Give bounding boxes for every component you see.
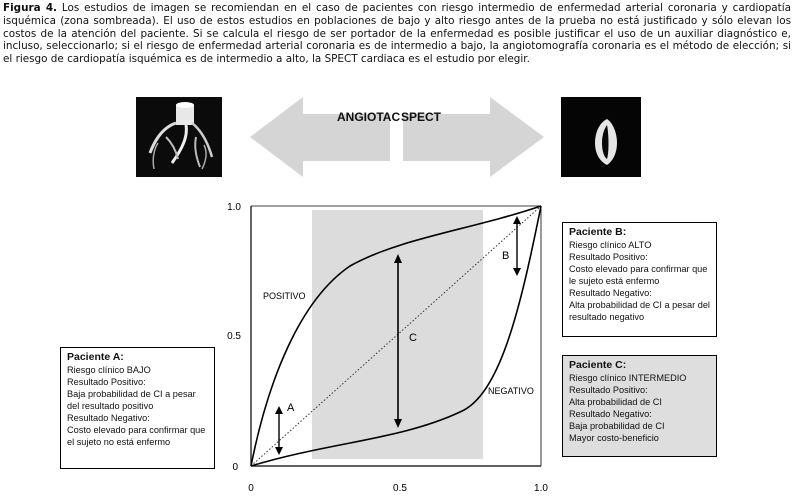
arrow-b-label: B (502, 250, 510, 262)
caption-text: Los estudios de imagen se recomiendan en el caso de pacientes con riesgo intermedio de enfermedad arterial coronaria y cardiopatía isquémica (zona sombreada). El uso de estos estudios en poblaciones de bajo y alto riesgo antes de la prueba no está justificado y sólo elevan los costos de la atención del paciente. Si se calcula el riesgo de ser portador de la enfermedad es posible justificar el uso de un auxiliar diagnóstico e, incluso, seleccionarlo; si el riesgo de enfermedad arterial coronaria es de intermedio a bajo, la angiotomografía coronaria es el método de elección; si el riesgo de cardiopatía isquémica es de intermedio a alto, la SPECT cardiaca es el estudio por elegir. (3, 2, 791, 66)
caption-label: Figura 4. (3, 2, 57, 14)
x-tick-05: 0.5 (393, 483, 407, 494)
patient-a-pos-label: Resultado Positivo: (67, 377, 146, 387)
arrow-b-head-bottom (513, 268, 521, 276)
arrow-b-head-top (513, 216, 521, 224)
arrow-a-label: A (287, 402, 295, 414)
x-tick-1: 1.0 (534, 483, 548, 494)
spect-label: SPECT (401, 110, 442, 124)
patient-c-title: Paciente C: (569, 359, 627, 371)
patient-a-box (60, 347, 215, 469)
arrow-a-head-bottom (275, 447, 283, 455)
angiotac-label: ANGIOTAC (337, 110, 401, 124)
y-tick-0: 0 (232, 462, 238, 473)
patient-c-box (562, 355, 717, 457)
patient-b-neg-text: Alta probabilidad de CI a pesar del resultado negativo (569, 300, 710, 322)
patient-c-pos-label: Resultado Positivo: (569, 385, 648, 395)
patient-b-pos-text: Costo elevado para confirmar que le sujeto está enfermo (569, 264, 708, 286)
patient-b-pos-label: Resultado Positivo: (569, 252, 648, 262)
y-tick-05: 0.5 (227, 331, 241, 342)
positive-label: POSITIVO (263, 291, 306, 301)
patient-c-risk: Riesgo clínico INTERMEDIO (569, 373, 687, 383)
patient-b-box (562, 222, 717, 337)
negative-label: NEGATIVO (488, 386, 534, 396)
x-tick-0: 0 (248, 483, 254, 494)
patient-b-title: Paciente B: (569, 226, 627, 238)
patient-a-title: Paciente A: (67, 351, 124, 363)
patient-c-neg-label: Resultado Negativo: (569, 409, 652, 419)
patient-b-risk: Riesgo clínico ALTO (569, 240, 652, 250)
y-tick-1: 1.0 (227, 202, 241, 213)
patient-c-neg-text: Baja probabilidad de CI (569, 421, 665, 431)
patient-c-pos-text: Alta probabilidad de CI (569, 397, 662, 407)
arrow-c-label: C (409, 332, 417, 344)
patient-a-pos-text: Baja probabilidad de CI a pesar del resultado positivo (67, 389, 196, 411)
patient-b-neg-label: Resultado Negativo: (569, 288, 652, 298)
patient-a-neg-text: Costo elevado para confirmar que el sujeto no está enfermo (67, 425, 206, 447)
right-arrow-shape (403, 97, 544, 177)
patient-a-risk: Riesgo clínico BAJO (67, 365, 151, 375)
arrow-a-head-top (275, 406, 283, 414)
left-arrow-shape (250, 97, 390, 177)
patient-a-neg-label: Resultado Negativo: (67, 413, 150, 423)
patient-c-extra: Mayor costo-beneficio (569, 433, 659, 443)
